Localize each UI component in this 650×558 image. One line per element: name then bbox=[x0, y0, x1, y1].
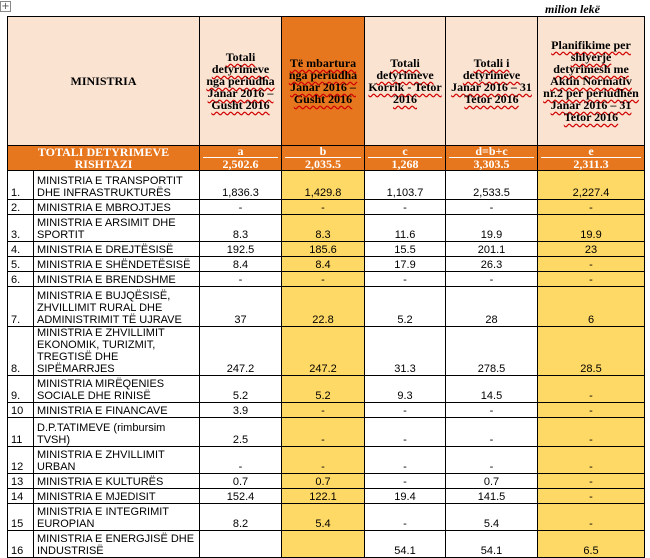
value-a: - bbox=[200, 447, 282, 474]
value-d: 278.5 bbox=[446, 327, 538, 376]
row-number: 16 bbox=[8, 531, 34, 558]
value-d: 201.1 bbox=[446, 242, 538, 257]
ministry-name: MINISTRIA E ARSIMIT DHE SPORTIT bbox=[34, 215, 200, 242]
ministry-name: MINISTRIA E ZHVILLIMIT EKONOMIK, TURIZMIT, TREGTISË DHE SIPËMARRJES bbox=[34, 327, 200, 376]
value-b: 1,429.8 bbox=[282, 171, 365, 200]
value-a: 3.9 bbox=[200, 403, 282, 418]
value-c: 17.9 bbox=[365, 257, 446, 272]
ministry-name: MINISTRIA E FINANCAVE bbox=[34, 403, 200, 418]
total-col-b bbox=[282, 146, 365, 171]
letter-c: c bbox=[368, 146, 442, 158]
table-row bbox=[8, 474, 645, 489]
value-e: - bbox=[538, 418, 645, 447]
value-a: 152.4 bbox=[200, 489, 282, 504]
value-e: 6 bbox=[538, 287, 645, 327]
table-row bbox=[8, 200, 645, 215]
table-row bbox=[8, 215, 645, 242]
table-move-handle[interactable]: + bbox=[1, 1, 10, 12]
totals-row bbox=[8, 146, 645, 171]
row-number: 9. bbox=[8, 376, 34, 403]
value-c: 1,103.7 bbox=[365, 171, 446, 200]
value-b: - bbox=[282, 200, 365, 215]
letter-e: e bbox=[541, 146, 641, 158]
ministry-name: D.P.TATIMEVE (rimbursim TVSH) bbox=[34, 418, 200, 447]
value-d: 54.1 bbox=[446, 531, 538, 558]
value-a: 8.4 bbox=[200, 257, 282, 272]
table-row bbox=[8, 504, 645, 531]
value-d: - bbox=[446, 418, 538, 447]
value-d: 0.7 bbox=[446, 474, 538, 489]
ministry-name: MINISTRIA E MJEDISIT bbox=[34, 489, 200, 504]
value-c: 19.4 bbox=[365, 489, 446, 504]
value-e: - bbox=[538, 474, 645, 489]
value-d: 5.4 bbox=[446, 504, 538, 531]
total-value-d: 3,303.5 bbox=[473, 157, 510, 171]
value-b: 22.8 bbox=[282, 287, 365, 327]
row-number: 3. bbox=[8, 215, 34, 242]
table-row bbox=[8, 287, 645, 327]
table-row bbox=[8, 171, 645, 200]
value-c: 31.3 bbox=[365, 327, 446, 376]
value-c: 5.2 bbox=[365, 287, 446, 327]
value-b: 5.4 bbox=[282, 504, 365, 531]
letter-d: d=b+c bbox=[449, 146, 534, 158]
value-a: 8.2 bbox=[200, 504, 282, 531]
ministry-name: MINISTRIA E MBROJTJES bbox=[34, 200, 200, 215]
row-number: 12 bbox=[8, 447, 34, 474]
value-e: 23 bbox=[538, 242, 645, 257]
obligations-table bbox=[7, 16, 645, 558]
value-d: 28 bbox=[446, 287, 538, 327]
table-row bbox=[8, 272, 645, 287]
totals-label: TOTALI DETYRIMEVE RISHTAZI bbox=[8, 146, 200, 171]
total-value-a: 2,502.6 bbox=[222, 157, 259, 171]
value-e: - bbox=[538, 200, 645, 215]
value-a: 0.7 bbox=[200, 474, 282, 489]
total-col-a bbox=[200, 146, 282, 171]
value-d: - bbox=[446, 447, 538, 474]
value-b: - bbox=[282, 447, 365, 474]
row-number: 10 bbox=[8, 403, 34, 418]
value-b: - bbox=[282, 272, 365, 287]
total-value-c: 1,268 bbox=[391, 157, 419, 171]
value-d: 141.5 bbox=[446, 489, 538, 504]
ministry-name: MINISTRIA E INTEGRIMIT EUROPIAN bbox=[34, 504, 200, 531]
value-d: - bbox=[446, 403, 538, 418]
row-number: 7. bbox=[8, 287, 34, 327]
row-number: 2. bbox=[8, 200, 34, 215]
row-number: 13 bbox=[8, 474, 34, 489]
value-a: 5.2 bbox=[200, 376, 282, 403]
value-a: 1,836.3 bbox=[200, 171, 282, 200]
total-value-e: 2,311.3 bbox=[573, 157, 609, 171]
value-b bbox=[282, 531, 365, 558]
row-number: 5. bbox=[8, 257, 34, 272]
value-a: - bbox=[200, 272, 282, 287]
value-b: 5.2 bbox=[282, 376, 365, 403]
value-b: 8.4 bbox=[282, 257, 365, 272]
value-e: - bbox=[538, 504, 645, 531]
value-b: - bbox=[282, 403, 365, 418]
value-a: 247.2 bbox=[200, 327, 282, 376]
value-e: 19.9 bbox=[538, 215, 645, 242]
value-a: 37 bbox=[200, 287, 282, 327]
ministry-name: MINISTRIA E KULTURËS bbox=[34, 474, 200, 489]
header-row bbox=[8, 17, 645, 146]
table-row bbox=[8, 327, 645, 376]
ministry-name: MINISTRIA E DREJTËSISË bbox=[34, 242, 200, 257]
row-number: 1. bbox=[8, 171, 34, 200]
value-a: 192.5 bbox=[200, 242, 282, 257]
value-e: - bbox=[538, 447, 645, 474]
value-c: 54.1 bbox=[365, 531, 446, 558]
row-number: 15 bbox=[8, 504, 34, 531]
ministry-name: MINISTRIA E ZHVILLIMIT URBAN bbox=[34, 447, 200, 474]
ministry-name: MINISTRIA MIRËQENIES SOCIALE DHE RINISË bbox=[34, 376, 200, 403]
value-c: 15.5 bbox=[365, 242, 446, 257]
row-number: 4. bbox=[8, 242, 34, 257]
row-number: 14 bbox=[8, 489, 34, 504]
value-d: 14.5 bbox=[446, 376, 538, 403]
value-d: 26.3 bbox=[446, 257, 538, 272]
value-e: - bbox=[538, 376, 645, 403]
ministry-name: MINISTRIA E SHËNDETËSISË bbox=[34, 257, 200, 272]
value-c: - bbox=[365, 504, 446, 531]
table-row bbox=[8, 447, 645, 474]
value-e: 2,227.4 bbox=[538, 171, 645, 200]
value-e: - bbox=[538, 272, 645, 287]
value-d: - bbox=[446, 200, 538, 215]
letter-a: a bbox=[203, 146, 278, 158]
row-number: 8. bbox=[8, 327, 34, 376]
ministry-name: MINISTRIA E ENERGJISË DHE INDUSTRISË bbox=[34, 531, 200, 558]
header-ministria: MINISTRIA bbox=[8, 17, 200, 146]
value-c: - bbox=[365, 403, 446, 418]
table-row bbox=[8, 242, 645, 257]
value-b: 8.3 bbox=[282, 215, 365, 242]
ministry-name: MINISTRIA E TRANSPORTIT DHE INFRASTRUKTURËS bbox=[34, 171, 200, 200]
ministry-name: MINISTRIA E BRENDSHME bbox=[34, 272, 200, 287]
ministry-name: MINISTRIA E BUJQËSISË, ZHVILLIMIT RURAL DHE ADMINISTRIMIT TË UJRAVE bbox=[34, 287, 200, 327]
value-b: 122.1 bbox=[282, 489, 365, 504]
table-row bbox=[8, 418, 645, 447]
value-b: 247.2 bbox=[282, 327, 365, 376]
header-col-a: Totali detyrimeve nga periudha Janar 2016 – Gusht 2016 bbox=[200, 17, 282, 146]
value-e: 6.5 bbox=[538, 531, 645, 558]
table-row bbox=[8, 403, 645, 418]
value-c: - bbox=[365, 272, 446, 287]
total-value-b: 2,035.5 bbox=[305, 157, 342, 171]
value-e: - bbox=[538, 403, 645, 418]
value-a bbox=[200, 531, 282, 558]
row-number: 11 bbox=[8, 418, 34, 447]
value-b: 0.7 bbox=[282, 474, 365, 489]
value-c: 9.3 bbox=[365, 376, 446, 403]
header-col-e: Planifikime per shlyerje detyrimesh me Aktin Normativ nr.2 per periudhen Janar 2016 – 31 Tetor 2016 bbox=[538, 17, 645, 146]
value-b: - bbox=[282, 418, 365, 447]
total-col-e bbox=[538, 146, 645, 171]
table-row bbox=[8, 489, 645, 504]
value-c: - bbox=[365, 447, 446, 474]
value-b: 185.6 bbox=[282, 242, 365, 257]
value-e: - bbox=[538, 257, 645, 272]
value-c: - bbox=[365, 418, 446, 447]
header-col-c: Totali detyrimeve Korrik - Tetor 2016 bbox=[365, 17, 446, 146]
value-a: - bbox=[200, 200, 282, 215]
letter-b: b bbox=[285, 146, 361, 158]
value-c: 11.6 bbox=[365, 215, 446, 242]
header-col-b: Të mbartura nga periudha Janar 2016 – Gusht 2016 bbox=[282, 17, 365, 146]
total-col-d bbox=[446, 146, 538, 171]
table-row bbox=[8, 376, 645, 403]
table-row bbox=[8, 531, 645, 558]
row-number: 6. bbox=[8, 272, 34, 287]
value-e: - bbox=[538, 489, 645, 504]
value-a: 2.5 bbox=[200, 418, 282, 447]
value-a: 8.3 bbox=[200, 215, 282, 242]
value-c: - bbox=[365, 200, 446, 215]
value-e: 28.5 bbox=[538, 327, 645, 376]
value-d: 2,533.5 bbox=[446, 171, 538, 200]
value-d: - bbox=[446, 272, 538, 287]
value-d: 19.9 bbox=[446, 215, 538, 242]
header-col-d: Totali i detyrimeve Janar 2016 – 31 Tetor 2016 bbox=[446, 17, 538, 146]
unit-label: milion lekë bbox=[545, 2, 600, 16]
value-c: - bbox=[365, 474, 446, 489]
table-row bbox=[8, 257, 645, 272]
total-col-c bbox=[365, 146, 446, 171]
